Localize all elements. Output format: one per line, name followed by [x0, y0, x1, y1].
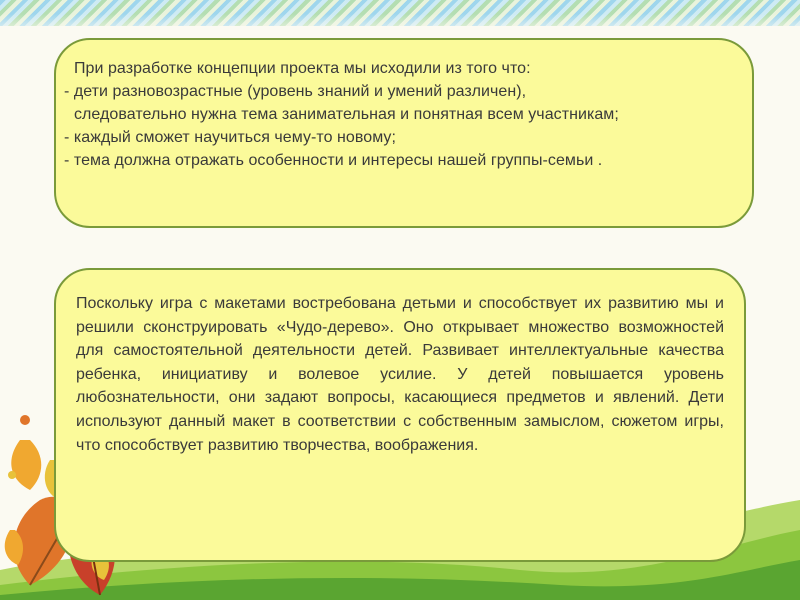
concept-line-4: - каждый сможет научиться чему-то новому;	[64, 129, 396, 146]
concept-line-1: При разработке концепции проекта мы исходили из того что:	[74, 60, 531, 77]
concept-line-5: - тема должна отражать особенности и интересы нашей группы-семьи .	[64, 152, 603, 169]
rationale-card	[54, 268, 746, 562]
rationale-paragraph: Поскольку игра с макетами востребована детьми и способствует их развитию мы и решили сконструировать «Чудо-дерево». Оно открывает множество возможностей для самостоятельной деятельности детей. Развивает интеллектуальные качества ребенка, инициативу и волевое усилие. У детей повышается уровень любознательности, они задают вопросы, касающиеся предметов и явлений. Дети используют данный макет в соответствии с собственным замыслом, сюжетом игры, что способствует развитию творчества, воображения.	[76, 295, 724, 454]
concept-line-3: следовательно нужна тема занимательная и понятная всем участникам;	[74, 106, 619, 123]
concept-card	[54, 38, 754, 228]
top-stripe-fade	[0, 14, 800, 38]
concept-line-2: - дети разновозрастные (уровень знаний и умений различен),	[64, 83, 527, 100]
